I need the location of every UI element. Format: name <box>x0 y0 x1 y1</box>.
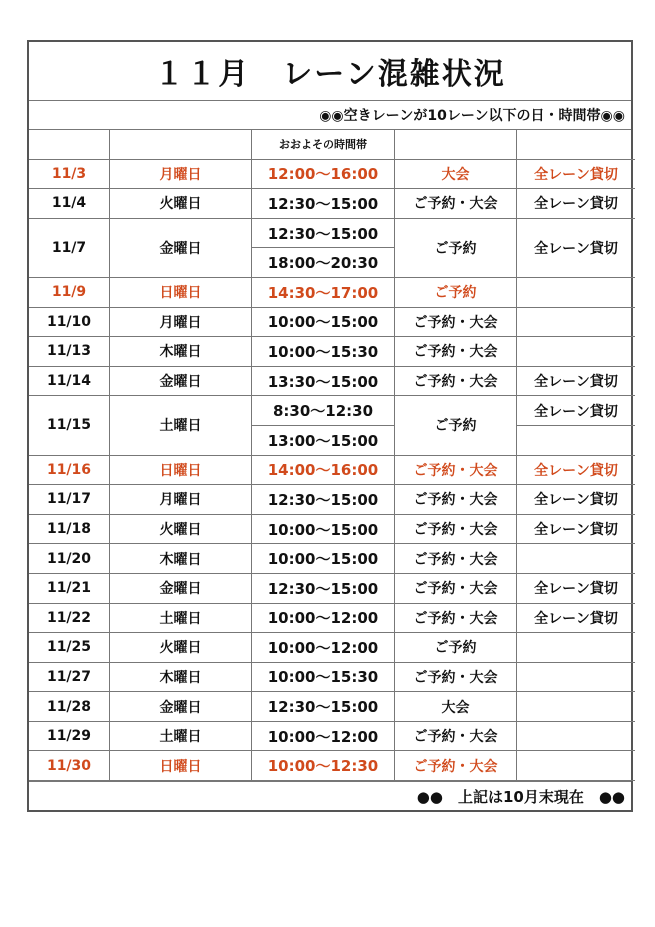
reason-cell: ご予約・大会 <box>395 514 517 544</box>
date-cell: 11/27 <box>29 662 110 692</box>
table-row <box>29 277 635 307</box>
table-row <box>29 633 635 663</box>
time-cell: 10:00～12:00 <box>252 633 395 663</box>
date-cell: 11/30 <box>29 751 110 781</box>
time-cell: 13:00～15:00 <box>252 425 395 455</box>
reason-cell: ご予約・大会 <box>395 485 517 515</box>
note-cell <box>517 307 636 337</box>
note-cell <box>517 692 636 722</box>
time-cell: 12:30～15:00 <box>252 218 395 248</box>
weekday-cell: 金曜日 <box>110 218 252 277</box>
reason-cell: ご予約 <box>395 218 517 277</box>
weekday-cell: 月曜日 <box>110 159 252 189</box>
time-cell: 10:00～12:00 <box>252 603 395 633</box>
note-cell: 全レーン貸切 <box>517 159 636 189</box>
table-row <box>29 544 635 574</box>
time-cell: 10:00～12:00 <box>252 721 395 751</box>
reason-cell: ご予約・大会 <box>395 751 517 781</box>
weekday-cell: 木曜日 <box>110 544 252 574</box>
note-cell <box>517 337 636 367</box>
table-row <box>29 692 635 722</box>
table-row <box>29 218 635 248</box>
weekday-cell: 金曜日 <box>110 692 252 722</box>
time-cell: 10:00～15:30 <box>252 337 395 367</box>
date-cell: 11/17 <box>29 485 110 515</box>
time-cell: 14:30～17:00 <box>252 277 395 307</box>
reason-cell: ご予約・大会 <box>395 307 517 337</box>
date-cell: 11/4 <box>29 189 110 219</box>
table-row <box>29 159 635 189</box>
time-cell: 12:30～15:00 <box>252 692 395 722</box>
reason-cell: ご予約・大会 <box>395 662 517 692</box>
schedule-table <box>29 130 635 781</box>
note-cell <box>517 544 636 574</box>
header-note <box>517 130 636 159</box>
reason-cell: ご予約・大会 <box>395 455 517 485</box>
weekday-cell: 金曜日 <box>110 573 252 603</box>
reason-cell: ご予約・大会 <box>395 544 517 574</box>
note-cell <box>517 277 636 307</box>
reason-cell: 大会 <box>395 692 517 722</box>
reason-cell: ご予約 <box>395 633 517 663</box>
table-row <box>29 189 635 219</box>
date-cell: 11/15 <box>29 396 110 455</box>
date-cell: 11/20 <box>29 544 110 574</box>
reason-cell: ご予約・大会 <box>395 337 517 367</box>
note-cell: 全レーン貸切 <box>517 514 636 544</box>
table-row <box>29 573 635 603</box>
date-cell: 11/16 <box>29 455 110 485</box>
date-cell: 11/28 <box>29 692 110 722</box>
header-day <box>110 130 252 159</box>
reason-cell: ご予約 <box>395 277 517 307</box>
date-cell: 11/3 <box>29 159 110 189</box>
note-cell <box>517 633 636 663</box>
table-row <box>29 751 635 781</box>
reason-cell: 大会 <box>395 159 517 189</box>
note-cell: 全レーン貸切 <box>517 573 636 603</box>
table-row <box>29 455 635 485</box>
date-cell: 11/10 <box>29 307 110 337</box>
date-cell: 11/21 <box>29 573 110 603</box>
subtitle: ◉◉空きレーンが10レーン以下の日・時間帯◉◉ <box>29 101 631 130</box>
table-row <box>29 337 635 367</box>
time-cell: 18:00～20:30 <box>252 248 395 278</box>
weekday-cell: 火曜日 <box>110 189 252 219</box>
date-cell: 11/13 <box>29 337 110 367</box>
table-row <box>29 485 635 515</box>
weekday-cell: 日曜日 <box>110 455 252 485</box>
note-cell: 全レーン貸切 <box>517 455 636 485</box>
time-cell: 12:30～15:00 <box>252 485 395 515</box>
note-cell: 全レーン貸切 <box>517 396 636 426</box>
reason-cell: ご予約 <box>395 396 517 455</box>
table-row <box>29 662 635 692</box>
header-date <box>29 130 110 159</box>
footer-note: ●● 上記は10月末現在 ●● <box>29 781 631 810</box>
time-cell: 10:00～15:00 <box>252 544 395 574</box>
weekday-cell: 木曜日 <box>110 337 252 367</box>
time-cell: 12:00～16:00 <box>252 159 395 189</box>
weekday-cell: 火曜日 <box>110 633 252 663</box>
note-cell: 全レーン貸切 <box>517 366 636 396</box>
date-cell: 11/22 <box>29 603 110 633</box>
weekday-cell: 月曜日 <box>110 485 252 515</box>
date-cell: 11/29 <box>29 721 110 751</box>
date-cell: 11/14 <box>29 366 110 396</box>
weekday-cell: 土曜日 <box>110 396 252 455</box>
table-row <box>29 603 635 633</box>
weekday-cell: 日曜日 <box>110 277 252 307</box>
reason-cell: ご予約・大会 <box>395 721 517 751</box>
table-row <box>29 396 635 426</box>
time-cell: 10:00～15:30 <box>252 662 395 692</box>
time-cell: 10:00～12:30 <box>252 751 395 781</box>
date-cell: 11/18 <box>29 514 110 544</box>
weekday-cell: 土曜日 <box>110 721 252 751</box>
note-cell: 全レーン貸切 <box>517 485 636 515</box>
header-time: おおよその時間帯 <box>252 130 395 159</box>
date-cell: 11/7 <box>29 218 110 277</box>
time-cell: 10:00～15:00 <box>252 307 395 337</box>
table-row <box>29 307 635 337</box>
note-cell: 全レーン貸切 <box>517 218 636 277</box>
time-cell: 12:30～15:00 <box>252 573 395 603</box>
header-row <box>29 130 635 159</box>
table-row <box>29 721 635 751</box>
note-cell: 全レーン貸切 <box>517 603 636 633</box>
time-cell: 13:30～15:00 <box>252 366 395 396</box>
schedule-sheet <box>27 40 633 812</box>
reason-cell: ご予約・大会 <box>395 189 517 219</box>
page-title: １１月 レーン混雑状況 <box>29 42 631 101</box>
weekday-cell: 木曜日 <box>110 662 252 692</box>
time-cell: 12:30～15:00 <box>252 189 395 219</box>
note-cell <box>517 721 636 751</box>
table-row <box>29 514 635 544</box>
header-reason <box>395 130 517 159</box>
time-cell: 8:30～12:30 <box>252 396 395 426</box>
table-row <box>29 366 635 396</box>
date-cell: 11/9 <box>29 277 110 307</box>
reason-cell: ご予約・大会 <box>395 366 517 396</box>
time-cell: 10:00～15:00 <box>252 514 395 544</box>
date-cell: 11/25 <box>29 633 110 663</box>
note-cell <box>517 425 636 455</box>
weekday-cell: 火曜日 <box>110 514 252 544</box>
weekday-cell: 土曜日 <box>110 603 252 633</box>
weekday-cell: 月曜日 <box>110 307 252 337</box>
note-cell: 全レーン貸切 <box>517 189 636 219</box>
reason-cell: ご予約・大会 <box>395 603 517 633</box>
weekday-cell: 日曜日 <box>110 751 252 781</box>
reason-cell: ご予約・大会 <box>395 573 517 603</box>
weekday-cell: 金曜日 <box>110 366 252 396</box>
note-cell <box>517 751 636 781</box>
time-cell: 14:00～16:00 <box>252 455 395 485</box>
note-cell <box>517 662 636 692</box>
